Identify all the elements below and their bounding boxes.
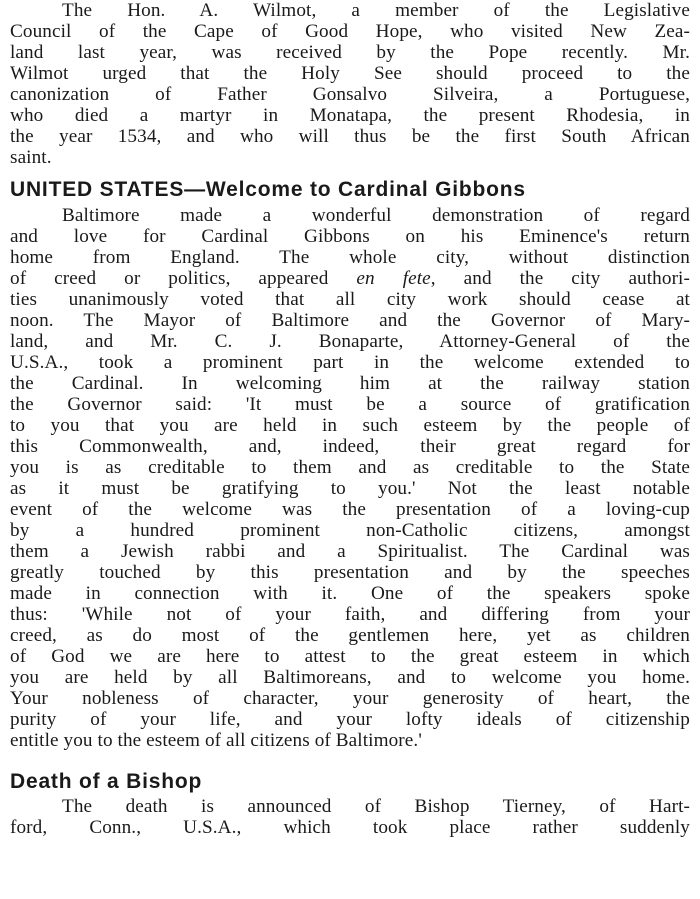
text-line: thus: 'While not of your faith, and differing from your bbox=[10, 604, 690, 625]
italic-phrase: en fete bbox=[356, 268, 431, 289]
text-line: to you that you are held in such esteem by the people of bbox=[10, 415, 690, 436]
section-heading-death-of-a-bishop: Death of a Bishop bbox=[10, 770, 203, 793]
text-line: noon. The Mayor of Baltimore and the Governor of Mary- bbox=[10, 310, 690, 331]
text-line: Baltimore made a wonderful demonstration of regard bbox=[62, 205, 690, 226]
text-line: the year 1534, and who will thus be the first South African bbox=[10, 126, 690, 147]
text-line: ties unanimously voted that all city work should cease at bbox=[10, 289, 690, 310]
text-line: saint. bbox=[10, 147, 52, 168]
text-line: as it must be gratifying to you.' Not the least notable bbox=[10, 478, 690, 499]
text-line: U.S.A., took a prominent part in the welcome extended to bbox=[10, 352, 690, 373]
article-page bbox=[10, 0, 690, 838]
text-line: event of the welcome was the presentation of a loving-cup bbox=[10, 499, 690, 520]
paragraph-wilmot bbox=[10, 0, 690, 168]
text-line: you are held by all Baltimoreans, and to welcome you home. bbox=[10, 667, 690, 688]
text-line: home from England. The whole city, without distinction bbox=[10, 247, 690, 268]
text-line: made in connection with it. One of the speakers spoke bbox=[10, 583, 690, 604]
text-line: creed, as do most of the gentlemen here, yet as children bbox=[10, 625, 690, 646]
text-line: them a Jewish rabbi and a Spiritualist. The Cardinal was bbox=[10, 541, 690, 562]
text-line: ford, Conn., U.S.A., which took place rather suddenly bbox=[10, 817, 690, 838]
text-line: purity of your life, and your lofty ideals of citizenship bbox=[10, 709, 690, 730]
section-heading-united-states: UNITED STATES—Welcome to Cardinal Gibbons bbox=[10, 178, 526, 201]
text-line: entitle you to the esteem of all citizens of Baltimore.' bbox=[10, 730, 422, 751]
text-line: of God we are here to attest to the great esteem in which bbox=[10, 646, 690, 667]
text-line: Council of the Cape of Good Hope, who visited New Zea- bbox=[10, 21, 690, 42]
text-line: you is as creditable to them and as creditable to the State bbox=[10, 457, 690, 478]
text-line: land last year, was received by the Pope recently. Mr. bbox=[10, 42, 690, 63]
paragraph-baltimore bbox=[10, 205, 690, 751]
paragraph-tierney bbox=[10, 796, 690, 838]
text-line: Wilmot urged that the Holy See should proceed to the bbox=[10, 63, 690, 84]
text-line: this Commonwealth, and, indeed, their great regard for bbox=[10, 436, 690, 457]
text-line: The Hon. A. Wilmot, a member of the Legislative bbox=[62, 0, 690, 21]
text-line: land, and Mr. C. J. Bonaparte, Attorney-General of the bbox=[10, 331, 690, 352]
text-line: who died a martyr in Monatapa, the present Rhodesia, in bbox=[10, 105, 690, 126]
text-line: the Governor said: 'It must be a source of gratification bbox=[10, 394, 690, 415]
text-line: canonization of Father Gonsalvo Silveira, a Portuguese, bbox=[10, 84, 690, 105]
text-line: The death is announced of Bishop Tierney, of Hart- bbox=[62, 796, 690, 817]
text-line: of creed or politics, appeared en fete, and the city authori- bbox=[10, 268, 690, 289]
text-line: greatly touched by this presentation and by the speeches bbox=[10, 562, 690, 583]
text-line: Your nobleness of character, your generosity of heart, the bbox=[10, 688, 690, 709]
text-line: by a hundred prominent non-Catholic citizens, amongst bbox=[10, 520, 690, 541]
text-line: the Cardinal. In welcoming him at the railway station bbox=[10, 373, 690, 394]
text-line: and love for Cardinal Gibbons on his Eminence's return bbox=[10, 226, 690, 247]
